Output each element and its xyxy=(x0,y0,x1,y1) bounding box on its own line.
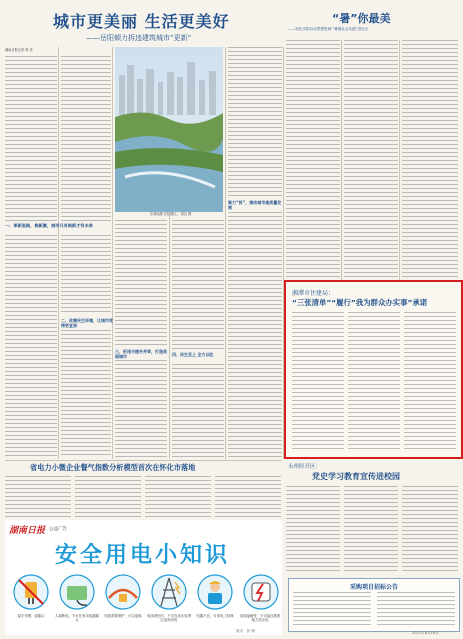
section-heading: 聚力“拆”，推动城市高质量发展 xyxy=(228,200,282,210)
article-text xyxy=(61,56,111,221)
article-text xyxy=(215,476,281,518)
safety-icon-5 xyxy=(195,572,235,612)
lower-article-title: 省电力小微企业餐气指数分析模型首次在怀化市落地 xyxy=(30,463,196,472)
article-text xyxy=(402,486,458,574)
ad-text xyxy=(293,592,371,628)
column-rule xyxy=(169,215,170,459)
safety-icon-4 xyxy=(149,572,189,612)
article-text xyxy=(75,476,141,518)
article-text xyxy=(145,476,211,518)
article-text xyxy=(5,56,57,221)
article-text xyxy=(228,212,282,457)
section-heading: 四、民生至上 全力以赴 xyxy=(172,352,214,357)
newspaper-logo: 湖南日报 xyxy=(9,526,46,536)
safety-caption: 电器不良，可请电工检修 xyxy=(196,614,234,618)
right-article-subtitle: ——怀化学院启动思想进城·“暑期社会实践”进社区 xyxy=(288,27,369,31)
article-kicker: 湘潭市住建局： xyxy=(292,290,335,297)
ad-title: 采购项目招标公告 xyxy=(349,584,398,591)
city-skyline-image xyxy=(115,47,223,212)
article-text xyxy=(402,40,458,288)
article-text xyxy=(286,40,340,288)
article-text xyxy=(5,235,57,457)
safety-title: 安全用电小知识 xyxy=(55,543,231,568)
safety-icon-6 xyxy=(241,572,281,612)
column-rule xyxy=(112,47,113,459)
article-text xyxy=(115,360,167,457)
article-text xyxy=(292,312,344,452)
bottom-right-title: 党史学习教育宣传进校园 xyxy=(312,472,400,481)
wire-protection-icon xyxy=(103,572,143,612)
ad-text xyxy=(377,592,455,628)
section-heading: 三、拆违与提升并举，打造美丽城市 xyxy=(115,349,167,359)
right-article-title: “暑”你最美 xyxy=(332,12,391,25)
safety-ad xyxy=(5,520,282,635)
high-voltage-socket-icon xyxy=(241,572,281,612)
article-text xyxy=(61,235,111,315)
article-text xyxy=(115,220,167,346)
divider xyxy=(5,460,282,461)
section-heading: 一、革新思路，换新颜，城市只有焕新才有未来 xyxy=(5,223,93,228)
safety-caption: 电线老化时，不可在高压电塔区违规用电 xyxy=(146,614,192,623)
footer-left: 版式：彭 晓 xyxy=(236,629,256,633)
wet-hand-plug-icon xyxy=(11,572,51,612)
safety-caption: 人离断电、不可在家用电器插头 xyxy=(54,614,100,623)
article-text xyxy=(344,40,398,288)
electrician-repair-icon xyxy=(195,572,235,612)
bottom-right-kicker: 永州经开区： xyxy=(288,464,322,470)
ad-tag: 公益广告 xyxy=(49,527,67,532)
page-subtitle: ——岳阳倾力拆违建筑城市“更新” xyxy=(86,34,192,42)
safety-caption: 湿手勿摸、湿插头 xyxy=(17,614,45,618)
procurement-ad xyxy=(288,578,460,632)
column-rule xyxy=(58,47,59,459)
article-text xyxy=(228,47,282,197)
article-text xyxy=(348,312,400,452)
page-title: 城市更美丽 生活更美好 xyxy=(53,12,230,31)
column-rule xyxy=(341,40,342,290)
footer-date: 2021年8月18日 xyxy=(412,631,439,635)
article-text xyxy=(404,312,456,452)
byline: 湖南日报记者 曾 伟 xyxy=(5,48,33,52)
column-rule xyxy=(225,47,226,459)
article-text xyxy=(172,220,224,350)
safety-caption: 电线接触等，不可接近插座地方高压电 xyxy=(239,614,281,623)
article-title: “三张清单”“履行”我为群众办实事”承诺 xyxy=(292,298,428,307)
photo-caption: 东洞庭湖·岳阳楼区。 周良 摄 xyxy=(150,212,192,216)
column-rule xyxy=(399,40,400,290)
city-photo xyxy=(115,47,223,212)
article-text xyxy=(172,364,224,457)
section-heading: 二、改善民生环境，让城市变得更宜居 xyxy=(61,318,113,328)
safety-icon-2 xyxy=(57,572,97,612)
highlighted-article xyxy=(284,280,463,459)
power-tower-icon xyxy=(149,572,189,612)
article-text xyxy=(344,486,398,574)
safety-icon-1 xyxy=(11,572,51,612)
appliance-unplug-icon xyxy=(57,572,97,612)
safety-caption: 电线需要保护，可以更换 xyxy=(104,614,142,618)
article-text xyxy=(5,476,71,518)
safety-icon-3 xyxy=(103,572,143,612)
article-text xyxy=(61,330,111,457)
article-text xyxy=(286,486,340,574)
